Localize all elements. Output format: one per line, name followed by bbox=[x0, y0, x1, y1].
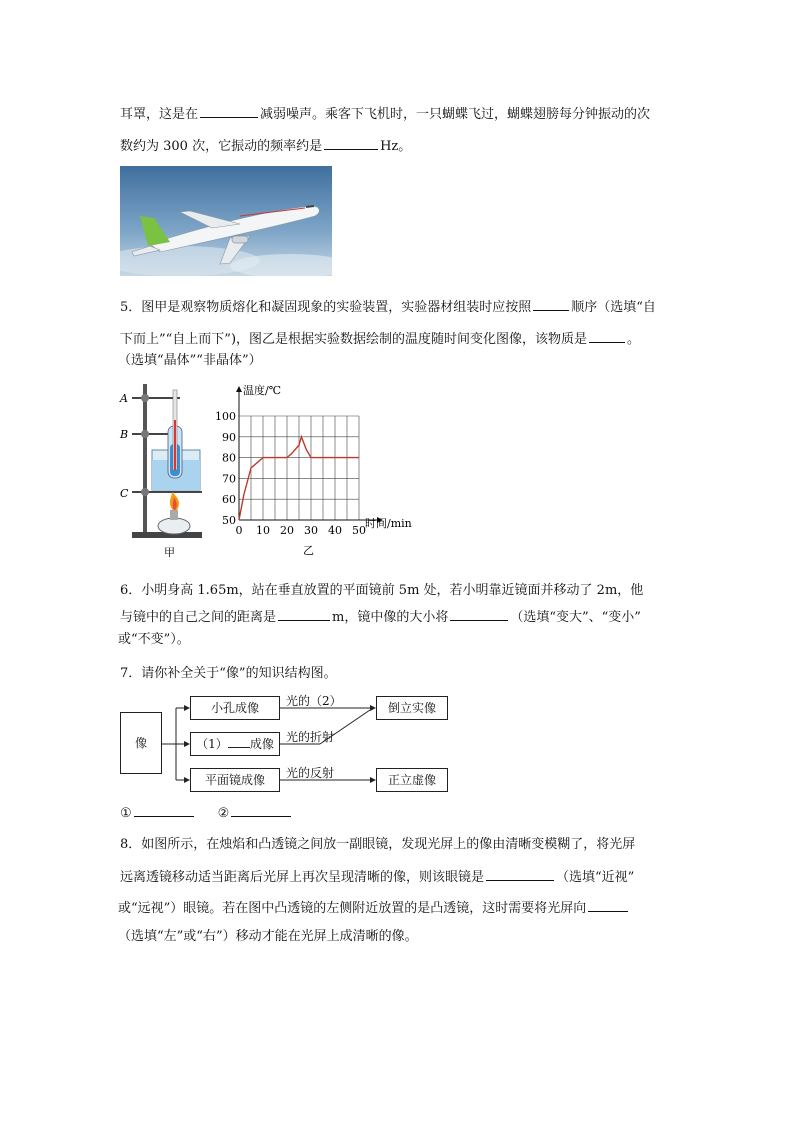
x-tick-label: 30 bbox=[304, 524, 318, 537]
node-pinhole: 小孔成像 bbox=[190, 696, 280, 720]
node-virtual-upright: 正立虚像 bbox=[376, 768, 448, 792]
text-line-9: 7．请你补全关于“像”的知识结构图。 bbox=[120, 666, 337, 681]
temperature-time-chart bbox=[215, 378, 420, 560]
chart-grid bbox=[239, 416, 359, 520]
text-line-14: （选填“左”或“右”）移动才能在光屏上成清晰的像。 bbox=[118, 929, 418, 944]
y-tick-label: 70 bbox=[222, 472, 236, 486]
text-line-11: 8．如图所示，在烛焰和凸透镜之间放一副眼镜，发现光屏上的像由清晰变模糊了，将光屏 bbox=[120, 837, 636, 852]
y-tick-label: 80 bbox=[222, 451, 236, 465]
text-line-10: ① ② bbox=[120, 802, 293, 823]
x-axis-label: 时间/min bbox=[365, 517, 412, 530]
x-tick-label: 20 bbox=[280, 524, 294, 537]
answer-blank[interactable] bbox=[200, 103, 258, 118]
x-tick-label: 50 bbox=[352, 524, 366, 537]
text-line-8: 或“不变”）。 bbox=[118, 632, 190, 647]
caption-yi: 乙 bbox=[303, 544, 314, 557]
answer-blank[interactable] bbox=[278, 606, 330, 621]
label-b: B bbox=[120, 428, 129, 441]
y-tick-label: 50 bbox=[222, 514, 236, 527]
text-line-6: 6．小明身高 1.65m，站在垂直放置的平面镜前 5m 处，若小明靠近镜面并移动了 2m，他 bbox=[120, 583, 644, 598]
text-line-1: 耳罩，这是在 减弱噪声。乘客下飞机时，一只蝴蝶飞过，蝴蝶翅膀每分钟振动的次 bbox=[120, 103, 650, 124]
answer-blank[interactable] bbox=[533, 296, 569, 311]
text-line-4: 下而上”“自上而下”)，图乙是根据实验数据绘制的温度随时间变化图像，该物质是 。 bbox=[120, 328, 640, 349]
answer-blank[interactable] bbox=[486, 866, 554, 881]
x-tick-label: 0 bbox=[235, 524, 243, 537]
text-line-7: 与镜中的自己之间的距离是 m，镜中像的大小将 （选填“变大”、“变小” bbox=[120, 606, 641, 627]
text-line-12: 远离透镜移动适当距离后光屏上再次呈现清晰的像，则该眼镜是 （选填“近视” bbox=[120, 866, 634, 887]
answer-blank[interactable] bbox=[450, 606, 508, 621]
label-a: A bbox=[120, 392, 128, 405]
node-real-inverted: 倒立实像 bbox=[376, 696, 448, 720]
text-line-13: 或“远视”）眼镜。若在图中凸透镜的左侧附近放置的是凸透镜，这时需要将光屏向 bbox=[118, 897, 630, 918]
airplane-photo bbox=[120, 166, 332, 276]
edge-label-reflection: 光的反射 bbox=[286, 766, 335, 780]
text-line-2: 数约为 300 次，它振动的频率约是 Hz。 bbox=[120, 135, 411, 156]
edge-label-2: 光的（2） bbox=[286, 694, 342, 708]
experiment-apparatus bbox=[116, 380, 212, 560]
y-tick-label: 100 bbox=[215, 410, 236, 423]
text-line-5: （选填“晶体”“非晶体”） bbox=[118, 353, 262, 368]
text-line-3: 5．图甲是观察物质熔化和凝固现象的实验装置，实验器材组装时应按照 顺序（选填“自 bbox=[120, 296, 656, 317]
y-tick-label: 60 bbox=[222, 493, 236, 507]
edge-label-refraction: 光的折射 bbox=[286, 730, 335, 744]
x-tick-label: 10 bbox=[256, 524, 270, 537]
chart-ticks bbox=[215, 410, 366, 537]
y-axis-arrow bbox=[236, 386, 242, 392]
answer-blank[interactable] bbox=[589, 328, 625, 343]
x-tick-label: 40 bbox=[328, 524, 342, 537]
knowledge-diagram bbox=[120, 692, 450, 800]
y-axis-label: 温度/℃ bbox=[243, 384, 282, 397]
y-tick-label: 90 bbox=[222, 430, 236, 444]
answer-blank[interactable] bbox=[324, 135, 378, 150]
node-refraction-image: （1） 成像 bbox=[190, 732, 280, 756]
label-c: C bbox=[120, 487, 129, 500]
answer-blank[interactable] bbox=[588, 897, 628, 912]
answer-blank[interactable] bbox=[134, 802, 194, 817]
node-plane-mirror: 平面镜成像 bbox=[190, 768, 280, 792]
node-image: 像 bbox=[120, 712, 162, 774]
answer-blank[interactable] bbox=[231, 802, 291, 817]
caption-jia: 甲 bbox=[164, 546, 175, 559]
